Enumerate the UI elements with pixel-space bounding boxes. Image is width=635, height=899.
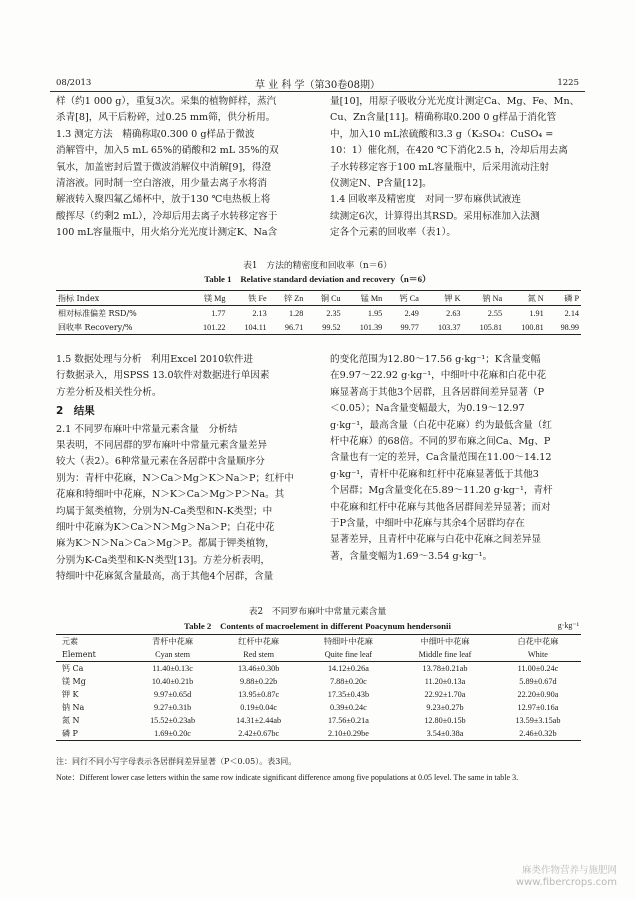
table1-header: 氮 N — [527, 293, 544, 303]
text-line: 消解管中，加入5 mL 65%的硝酸和2 mL 35%的双 — [56, 145, 279, 157]
table-cell: 镁 Mg — [62, 677, 86, 686]
table-cell: 13.46±0.30b — [237, 664, 280, 673]
section-1-3: 1.3 测定方法 精确称取0.300 0 g样品于微波 — [56, 128, 255, 140]
table-row — [56, 675, 581, 688]
text-line: 分别为K-Ca类型和K-N类型[13]。方差分析表明， — [56, 554, 271, 566]
table-cell: 2.14 — [564, 308, 579, 318]
table-row — [56, 320, 581, 335]
table1-header: 铜 Cu — [320, 293, 341, 303]
table2-header: Cyan stem — [155, 650, 190, 659]
text-line: 显著差异，且青杆中花麻与白花中花麻之间差异显 — [330, 534, 542, 546]
table2-header: 特细叶中花麻 — [323, 637, 373, 646]
table1-title-cn: 表1 方法的精密度和回收率（n＝6） — [243, 261, 392, 271]
table-cell: 13.59±3.15ab — [515, 716, 561, 725]
section-1-4: 1.4 回收率及精密度 对同一罗布麻供试液连 — [330, 194, 521, 206]
table-cell: 13.78±0.21ab — [422, 664, 468, 673]
table-cell: 9.97±0.65d — [153, 690, 192, 699]
table-row — [56, 714, 581, 727]
table-cell: 99.77 — [400, 322, 419, 332]
table-cell: 钙 Ca — [62, 664, 84, 673]
journal-title: 草 业 科 学（第30卷08期） — [255, 80, 380, 91]
table-note-cn: 注：同行不同小写字母表示各居群间差异显著（P＜0.05）。表3同。 — [56, 757, 297, 766]
text-line: 方差分析及相关性分析。 — [56, 386, 162, 398]
table2-header: Middle fine leaf — [418, 650, 472, 659]
table-cell: 0.19±0.04c — [240, 703, 278, 712]
table-cell: 100.81 — [521, 322, 544, 332]
table-cell: 2.35 — [326, 308, 341, 318]
section-2-results: 2 结果 — [56, 405, 95, 418]
text-line: 于P含量，中细叶中花麻与其余4个居群均存在 — [330, 518, 525, 530]
table-row — [56, 688, 581, 701]
table-cell: 2.49 — [404, 308, 419, 318]
table-cell: 1.91 — [529, 308, 544, 318]
table-cell: 17.35±0.43b — [327, 690, 370, 699]
table-cell: 99.52 — [322, 322, 341, 332]
text-line: 麻显著高于其他3个居群，且各居群间差异显著（P — [330, 386, 545, 398]
header-rule — [50, 91, 585, 92]
table2-header: 白花中花麻 — [517, 637, 559, 646]
text-line: g·kg⁻¹，最高含量（白花中花麻）约为最低含量（红 — [330, 419, 552, 431]
table-cell: 相对标准偏差 RSD/% — [58, 308, 137, 318]
table-cell: 2.42±0.67bc — [238, 729, 280, 738]
table-cell: 15.52±0.23ab — [150, 716, 196, 725]
table-cell: 1.95 — [367, 308, 383, 318]
text-line: 中，加入10 mL浓硫酸和3.3 g（K₂SO₄：CuSO₄ = — [330, 128, 554, 140]
text-line: 均属于氮类植物，分别为N-Ca类型和N-K类型；中 — [56, 505, 273, 517]
table-cell: 氮 N — [62, 716, 80, 725]
table-cell: 11.00±0.24c — [517, 664, 559, 673]
text-line: 别为：青杆中花麻，N＞Ca＞Mg＞K＞Na＞P；红杆中 — [56, 472, 294, 484]
text-line: 量[10]，用原子吸收分光光度计测定Ca、Mg、Fe、Mn、 — [330, 96, 580, 107]
text-line: 的变化范围为12.80～17.56 g·kg⁻¹；K含量变幅 — [330, 354, 541, 365]
text-line: 杆中花麻）的68倍。不同的罗布麻之间Ca、Mg、P — [330, 436, 551, 448]
text-line: 子水转移定容于100 mL容量瓶中，后采用流动注射 — [330, 161, 550, 173]
section-2-1: 2.1 不同罗布麻叶中常量元素含量 分析结 — [56, 423, 238, 435]
table-cell: 105.81 — [479, 322, 503, 332]
table-cell: 17.56±0.21a — [327, 716, 369, 725]
table-cell: 104.11 — [244, 322, 267, 332]
text-line: 在9.97～22.92 g·kg⁻¹，中细叶中花麻和白花中花 — [330, 370, 547, 382]
table-cell: 2.46±0.32b — [519, 729, 557, 738]
left-column-1 — [56, 94, 322, 242]
text-line: 仪测定N、P含量[12]。 — [330, 178, 432, 190]
table-row — [56, 701, 581, 714]
table-cell: 1.69±0.20c — [154, 729, 191, 738]
table-cell: 钠 Na — [62, 703, 85, 712]
table2-header: Element — [62, 650, 96, 659]
table2-header-row-en — [56, 648, 581, 662]
table-cell: 2.10±0.29be — [327, 729, 369, 738]
watermark-url: www.fibercrops.com — [515, 877, 617, 888]
text-line: 定各个元素的回收率（表1）。 — [330, 227, 457, 239]
table1-header: 磷 P — [564, 293, 579, 303]
section-1-5: 1.5 数据处理与分析 利用Excel 2010软件进 — [56, 354, 254, 365]
text-line: 氧水，加盖密封后置于微波消解仪中消解[9]，得澄 — [56, 161, 272, 173]
table-note-en: Note：Different lower case letters within the same row indicate significant difference among five populations at 0.05 level. The same in table 3. — [56, 773, 519, 782]
left-column-2 — [56, 352, 322, 586]
table1-header-row — [56, 291, 581, 306]
text-line: 中花麻和红杆中花麻与其他各居群间差异显著；而对 — [330, 501, 551, 513]
table-cell: 9.27±0.31b — [153, 703, 192, 712]
table2-title-en: Table 2 Contents of macroelement in different Poacynum hendersonii — [184, 621, 451, 631]
table-cell: 12.80±0.15b — [424, 716, 466, 725]
table1-title-en: Table 1 Relative standard deviation and recovery（n＝6） — [204, 274, 431, 284]
text-line: 果表明，不同居群的罗布麻叶中常量元素含量差异 — [56, 440, 268, 452]
table-cell: 11.40±0.13c — [152, 664, 193, 673]
table-cell: 9.23±0.27b — [426, 703, 464, 712]
table-cell: 22.20±0.90a — [517, 690, 559, 699]
right-column-1 — [330, 94, 585, 242]
text-line: 续测定6次，计算得出其RSD。采用标准加入法测 — [330, 210, 540, 222]
text-line: 100 mL容量瓶中，用火焰分光光度计测定K、Na含 — [56, 227, 278, 239]
table2-header: 青杆中花麻 — [152, 637, 194, 646]
table-cell: 磷 P — [62, 729, 78, 738]
table1 — [56, 290, 581, 335]
text-line: ＜0.05）；Na含量变幅最大，为0.19～12.97 — [330, 403, 525, 415]
table2-header: 元素 — [62, 637, 78, 646]
table-cell: 22.92±1.70a — [424, 690, 466, 699]
table-cell: 2.13 — [252, 308, 267, 318]
table-cell: 12.97±0.16a — [517, 703, 559, 712]
text-line: 酸挥尽（约剩2 mL），冷却后用去离子水转移定容于 — [56, 210, 278, 222]
table-cell: 钾 K — [62, 690, 79, 699]
table-cell: 回收率 Recovery/% — [58, 322, 133, 332]
text-line: 10：1）催化剂，在420 ℃下消化2.5 h，冷却后用去离 — [330, 145, 568, 157]
table2-header: Quite fine leaf — [324, 650, 373, 659]
table2-title-cn: 表2 不同罗布麻叶中常量元素含量 — [248, 607, 387, 617]
text-line: 含量也有一定的差异，Ca含量范围在11.00～14.12 — [330, 452, 552, 464]
table2-header: Red stem — [243, 650, 274, 659]
table2-header: 红杆中花麻 — [238, 637, 280, 646]
table1-header: 钠 Na — [482, 293, 503, 303]
table-cell: 101.22 — [203, 322, 226, 332]
table-cell: 5.89±0.67d — [519, 677, 557, 686]
table-cell: 0.39±0.24c — [330, 703, 367, 712]
table-cell: 13.95±0.87c — [238, 690, 280, 699]
text-line: 著，含量变幅为1.69～3.54 g·kg⁻¹。 — [330, 550, 493, 562]
table1-header: 钾 K — [444, 293, 461, 303]
text-line: 麻为K＞N＞Na＞Ca＞Mg＞P。都属于钾类植物， — [56, 538, 275, 550]
table-cell: 103.37 — [437, 322, 461, 332]
table-cell: 2.63 — [446, 308, 461, 318]
table-cell: 96.71 — [284, 322, 304, 332]
table-row — [56, 662, 581, 676]
table1-header: 锰 Mn — [360, 293, 383, 303]
issue-date: 08/2013 — [56, 78, 92, 88]
table-cell: 3.54±0.38a — [426, 729, 464, 738]
table-cell: 14.12±0.26a — [327, 664, 369, 673]
table-row — [56, 306, 581, 321]
table1-header: 钙 Ca — [399, 293, 419, 303]
table-cell: 14.31±2.44ab — [236, 716, 282, 725]
text-line: 杀青[8]，风干后粉碎，过0.25 mm筛，供分析用。 — [56, 112, 276, 124]
table-cell: 2.55 — [487, 308, 503, 318]
table2-header-row-cn — [56, 635, 581, 649]
table1-header: 镁 Mg — [203, 293, 226, 303]
text-line: 花麻和特细叶中花麻，N＞K＞Ca＞Mg＞P＞Na。其 — [56, 489, 285, 501]
table1-header: 铁 Fe — [248, 293, 267, 303]
table2-header: 中细叶中花麻 — [420, 637, 470, 646]
table-cell: 11.20±0.13a — [424, 677, 466, 686]
text-line: 样（约1 000 g），重复3次。采集的植物鲜样，蒸汽 — [56, 96, 277, 107]
table-cell: 7.88±0.20c — [330, 677, 367, 686]
table-cell: 1.28 — [288, 308, 304, 318]
text-line: 细叶中花麻为K＞Ca＞N＞Mg＞Na＞P；白花中花 — [56, 522, 275, 534]
text-line: g·kg⁻¹，青杆中花麻和红杆中花麻显著低于其他3 — [330, 468, 539, 480]
table-cell: 101.39 — [359, 322, 383, 332]
table2-unit: g·kg⁻¹ — [557, 621, 579, 630]
text-line: 较大（表2）。6种常量元素在各居群中含量顺序分 — [56, 456, 265, 468]
text-line: 特细叶中花麻氮含量最高，高于其他4个居群，含量 — [56, 571, 274, 583]
table-row — [56, 727, 581, 741]
table-cell: 1.77 — [211, 308, 226, 318]
page-number: 1225 — [557, 78, 579, 88]
text-line: Cu、Zn含量[11]。精确称取0.200 0 g样品于消化管 — [330, 112, 557, 124]
table1-header: 锌 Zn — [283, 293, 304, 303]
watermark-cn: 麻类作物营养与施肥网 — [521, 865, 617, 876]
right-column-2 — [330, 352, 585, 565]
table-cell: 98.99 — [560, 322, 579, 332]
table2-header: White — [527, 650, 548, 659]
text-line: 解液转入聚四氟乙烯杯中，放于130 ℃电热板上将 — [56, 194, 271, 206]
table-cell: 9.88±0.22b — [240, 677, 278, 686]
text-line: 行数据录入，用SPSS 13.0软件对数据进行单因素 — [56, 370, 270, 382]
text-line: 清溶液。同时制一空白溶液，用少量去离子水将消 — [56, 178, 268, 190]
table1-header: 指标 Index — [58, 293, 100, 303]
table2 — [56, 634, 581, 741]
table-cell: 10.40±0.21b — [151, 677, 194, 686]
text-line: 个居群；Mg含量变化在5.89～11.20 g·kg⁻¹，青杆 — [330, 485, 553, 497]
